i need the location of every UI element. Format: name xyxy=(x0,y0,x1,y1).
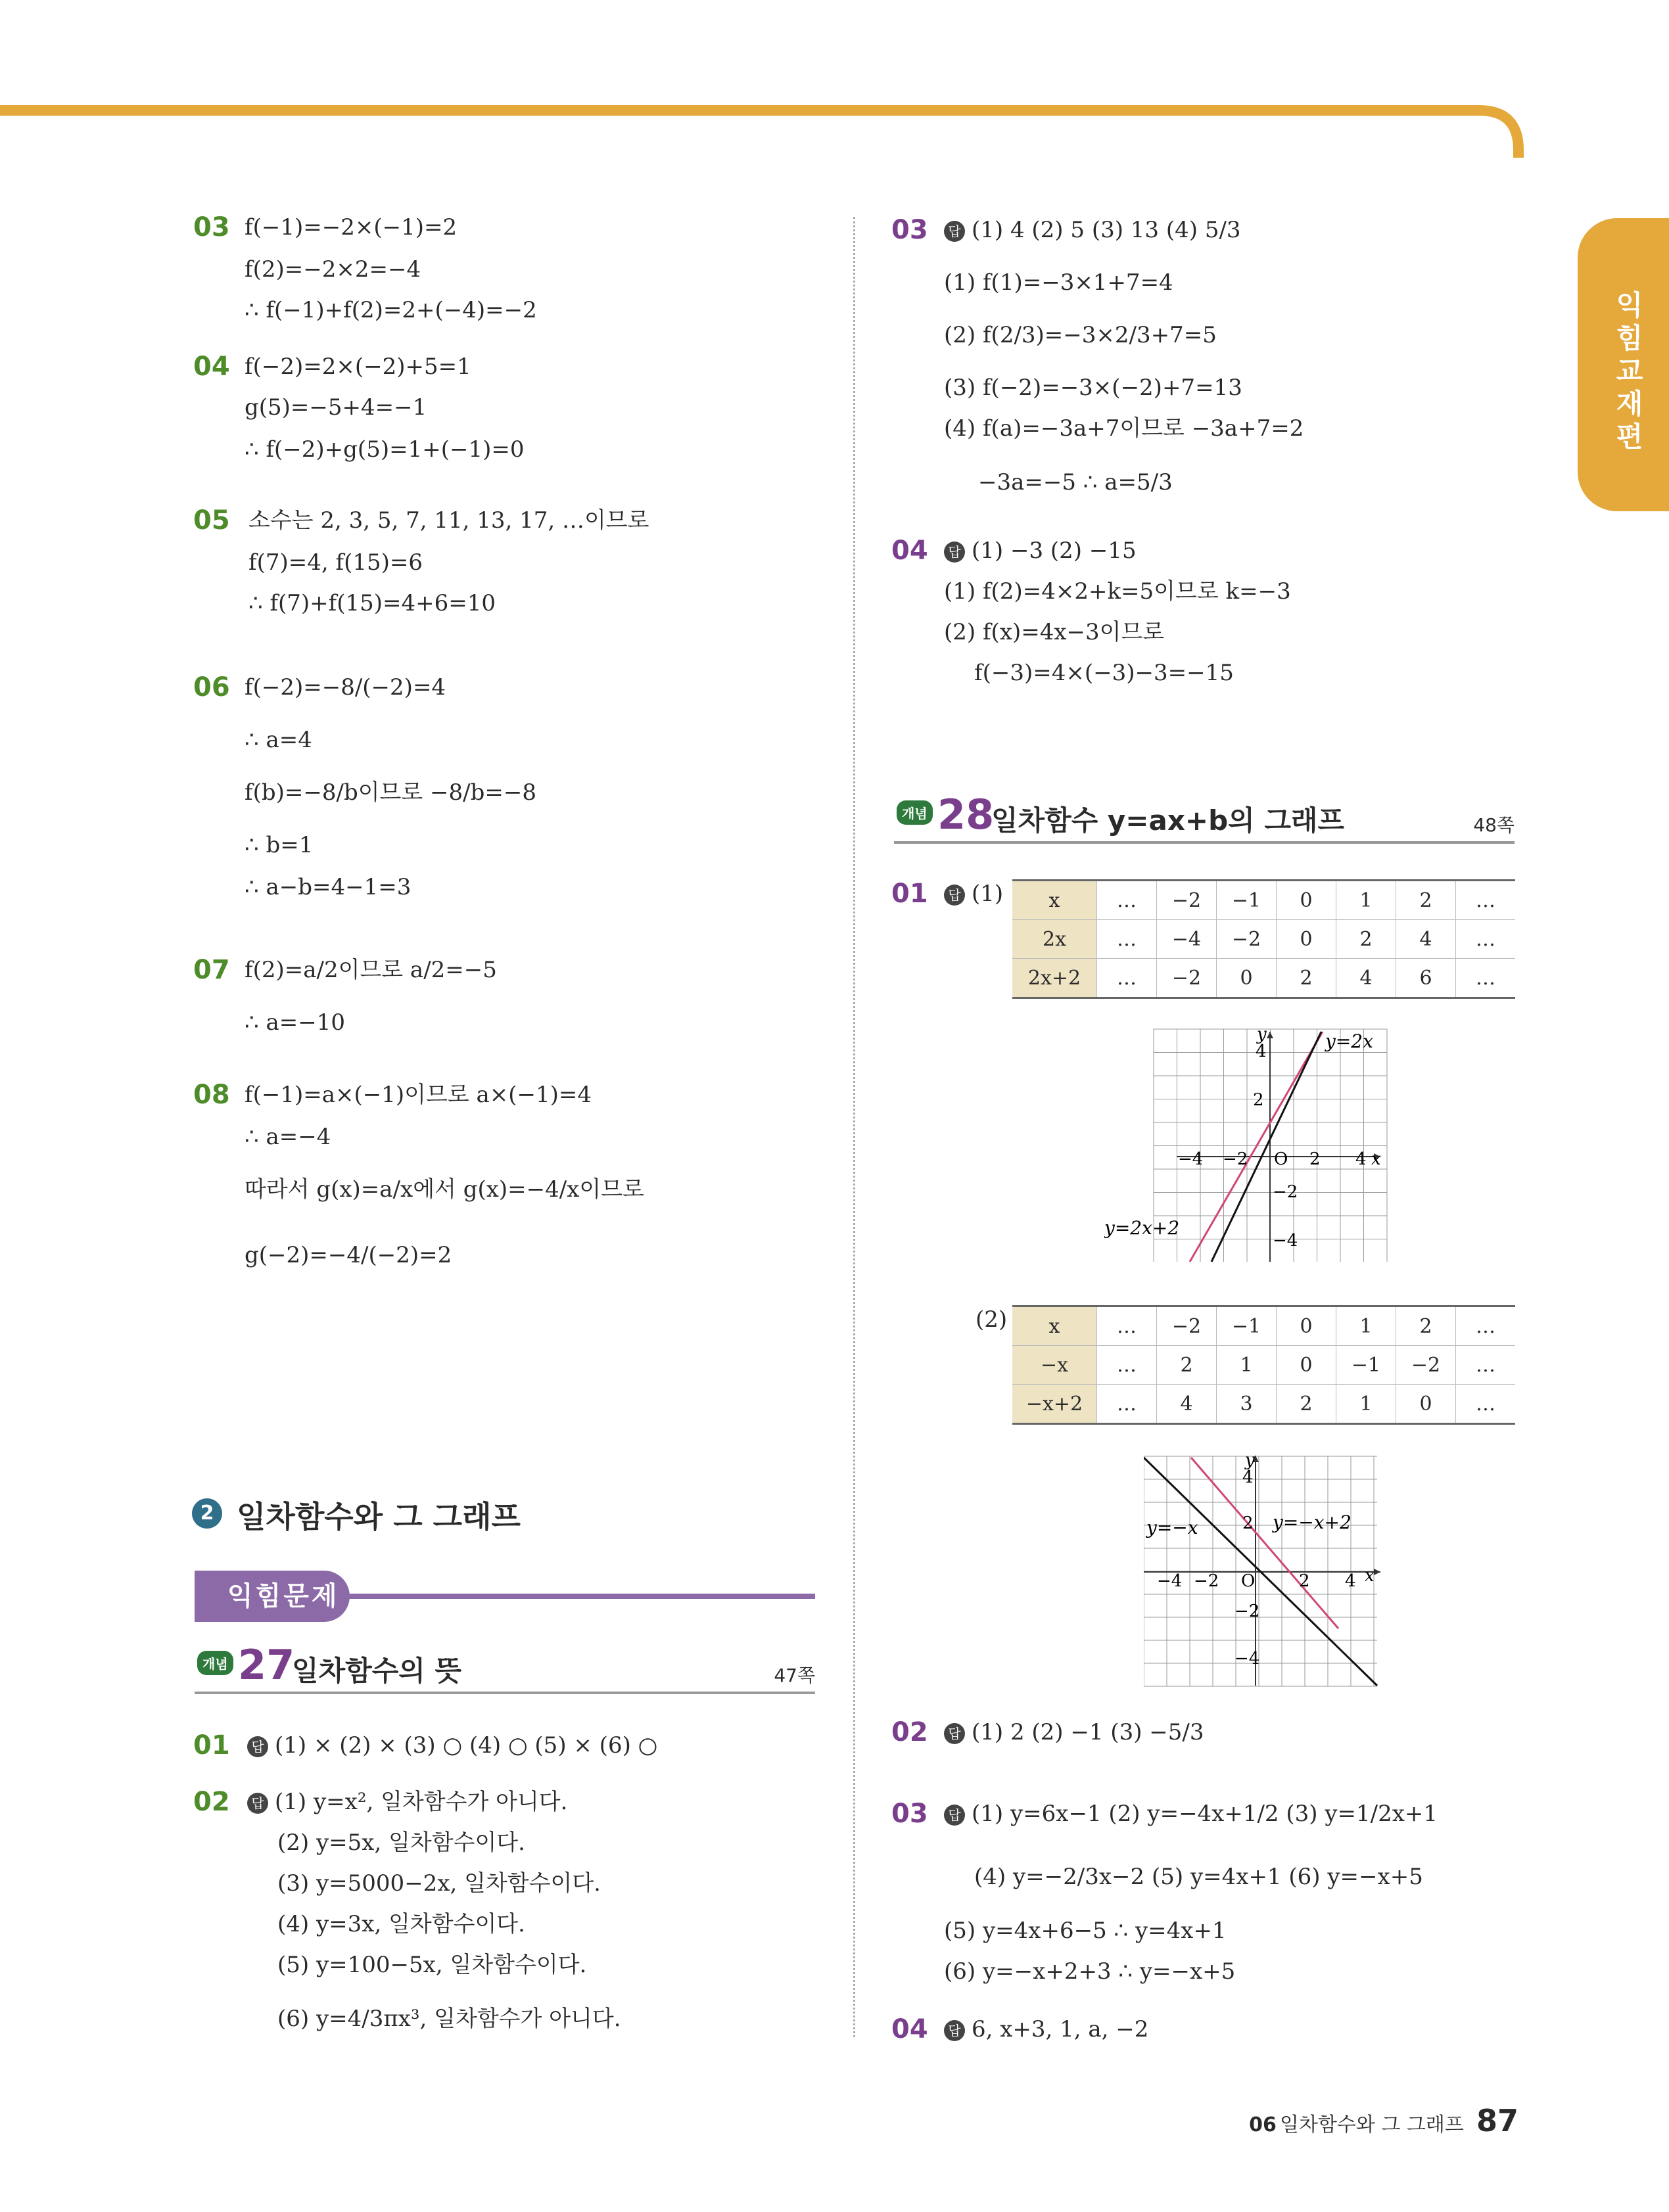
table-cell: 1 xyxy=(1217,1346,1277,1385)
text-line: (6) y=4/3πx³, 일차함수가 아니다. xyxy=(277,2006,621,2032)
table-cell: 2 xyxy=(1396,881,1456,920)
footer-chapter-title: 일차함수와 그 그래프 xyxy=(1279,2113,1464,2136)
table-cell: … xyxy=(1456,1385,1516,1424)
table-cell: … xyxy=(1097,1385,1157,1424)
table-cell: −2 xyxy=(1157,1306,1217,1346)
text-line: (3) y=5000−2x, 일차함수이다. xyxy=(277,1870,601,1897)
tick-label: 4 xyxy=(1242,1467,1254,1487)
table-cell: 0 xyxy=(1277,1346,1336,1385)
problem-number: 04 xyxy=(891,536,928,566)
problem-number: 05 xyxy=(193,505,230,536)
line-y-2x xyxy=(1211,1032,1321,1262)
table-cell: 2 xyxy=(1277,1385,1336,1424)
tick-label: −4 xyxy=(1157,1571,1183,1591)
text-line: (6) y=−x+2+3 ∴ y=−x+5 xyxy=(944,1958,1236,1985)
column-divider xyxy=(853,217,855,2037)
table-cell: 2 xyxy=(1157,1346,1217,1385)
line-label-y-2x: y=2x xyxy=(1325,1030,1373,1052)
table-cell: −2 xyxy=(1396,1346,1456,1385)
exercise-banner xyxy=(195,1571,350,1622)
text-line: (2) f(2/3)=−3×2/3+7=5 xyxy=(944,322,1217,348)
text-line: ∴ f(7)+f(15)=4+6=10 xyxy=(248,590,496,616)
exercise-banner-label: 익힘문제 xyxy=(227,1581,340,1611)
concept-tag: 개념 xyxy=(897,800,933,825)
line-label-y-2x-plus-2: y=2x+2 xyxy=(1104,1217,1180,1239)
tick-label: 2 xyxy=(1242,1513,1254,1533)
top-accent-bar xyxy=(0,99,1532,164)
answer-text: 6, x+3, 1, a, −2 xyxy=(972,2016,1149,2042)
problem-number: 02 xyxy=(193,1787,230,1817)
part-label: (1) xyxy=(972,881,1004,907)
concept-number: 28 xyxy=(937,791,995,839)
problem-number: 01 xyxy=(193,1730,230,1761)
axis-label-x: x xyxy=(1365,1566,1375,1586)
tick-label: 2 xyxy=(1309,1149,1321,1169)
text-line: f(−2)=−8/(−2)=4 xyxy=(245,674,446,701)
answer-text: (1) 2 (2) −1 (3) −5/3 xyxy=(972,1719,1204,1745)
table-cell: −2 xyxy=(1157,959,1217,998)
problem-number: 03 xyxy=(891,215,928,245)
table-cell: −x xyxy=(1012,1346,1097,1385)
y-axis-arrow xyxy=(1267,1032,1273,1038)
text-line: f(−1)=−2×(−1)=2 xyxy=(245,214,458,241)
text-line: g(−2)=−4/(−2)=2 xyxy=(245,1242,452,1268)
text-line: f(−2)=2×(−2)+5=1 xyxy=(245,354,471,380)
problem-number: 07 xyxy=(193,955,230,985)
line-y-2x-plus-2 xyxy=(1190,1032,1323,1262)
table-cell: 1 xyxy=(1336,1306,1396,1346)
axis-label-y: y xyxy=(1245,1452,1255,1470)
page-footer xyxy=(1236,2103,1518,2142)
text-line: (1) f(1)=−3×1+7=4 xyxy=(944,269,1173,296)
table-cell: 0 xyxy=(1217,959,1277,998)
graph-2 xyxy=(1144,1452,1387,1689)
tick-label: 4 xyxy=(1355,1149,1367,1169)
tick-label: −2 xyxy=(1234,1601,1260,1621)
text-line: f(−1)=a×(−1)이므로 a×(−1)=4 xyxy=(245,1082,592,1108)
text-line: (2) y=5x, 일차함수이다. xyxy=(277,1830,525,1856)
concept-header-28 xyxy=(894,793,1515,844)
footer-chapter-number: 06 xyxy=(1249,2113,1277,2136)
axis-label-y: y xyxy=(1257,1025,1267,1044)
table-cell: −2 xyxy=(1157,881,1217,920)
answer-badge: 답 xyxy=(944,885,965,906)
text-line: f(7)=4, f(15)=6 xyxy=(248,549,423,576)
section-number-badge: 2 xyxy=(192,1498,222,1529)
tick-label: 2 xyxy=(1253,1090,1264,1110)
table-cell: −x+2 xyxy=(1012,1385,1097,1424)
text-line: (1) f(2)=4×2+k=5이므로 k=−3 xyxy=(944,578,1291,605)
concept-page: 47쪽 xyxy=(774,1665,815,1686)
table-cell: 2 xyxy=(1336,920,1396,959)
text-line: f(−3)=4×(−3)−3=−15 xyxy=(974,660,1234,686)
problem-number: 03 xyxy=(891,1799,928,1829)
problem-number: 01 xyxy=(891,879,928,909)
table-cell: −1 xyxy=(1336,1346,1396,1385)
text-line: (3) f(−2)=−3×(−2)+7=13 xyxy=(944,375,1242,401)
text-line: ∴ b=1 xyxy=(245,832,314,858)
answer-badge: 답 xyxy=(247,1736,268,1757)
line-label-y-neg-x-plus-2: y=−x+2 xyxy=(1273,1511,1352,1533)
answer-badge: 답 xyxy=(944,541,965,563)
answer-text: (1) −3 (2) −15 xyxy=(972,538,1137,564)
table-cell: 2 xyxy=(1277,959,1336,998)
table-cell: … xyxy=(1097,1346,1157,1385)
table-cell: −1 xyxy=(1217,881,1277,920)
text-line: f(2)=a/2이므로 a/2=−5 xyxy=(245,957,497,983)
table-cell: x xyxy=(1012,881,1097,920)
table-cell: … xyxy=(1456,959,1516,998)
table-cell: 3 xyxy=(1217,1385,1277,1424)
tick-label: −4 xyxy=(1234,1649,1260,1669)
table-cell: 0 xyxy=(1277,1306,1336,1346)
table-cell: 6 xyxy=(1396,959,1456,998)
table-cell: … xyxy=(1097,1306,1157,1346)
text-line: 소수는 2, 3, 5, 7, 11, 13, 17, …이므로 xyxy=(248,507,649,534)
line-y-neg-x-plus-2 xyxy=(1191,1458,1338,1628)
problem-number: 04 xyxy=(891,2014,928,2044)
table-cell: −1 xyxy=(1217,1306,1277,1346)
tick-label: 4 xyxy=(1256,1042,1267,1061)
concept-title: 일차함수 y=ax+b의 그래프 xyxy=(991,804,1345,837)
table-cell: 0 xyxy=(1277,920,1336,959)
origin-label: O xyxy=(1274,1149,1288,1169)
answer-badge: 답 xyxy=(944,221,965,242)
x-axis-arrow xyxy=(1374,1569,1380,1575)
tick-label: −4 xyxy=(1273,1231,1298,1251)
text-line: ∴ a−b=4−1=3 xyxy=(245,874,411,900)
text-line: ∴ f(−1)+f(2)=2+(−4)=−2 xyxy=(245,297,537,323)
table-cell: … xyxy=(1097,920,1157,959)
banner-rule xyxy=(342,1594,815,1599)
problem-number: 03 xyxy=(193,212,230,242)
text-line: ∴ a=4 xyxy=(245,727,312,753)
table-cell: … xyxy=(1456,920,1516,959)
table-cell: 2 xyxy=(1396,1306,1456,1346)
problem-number: 06 xyxy=(193,672,230,703)
concept-title: 일차함수의 뜻 xyxy=(292,1655,462,1687)
text-line: (4) y=3x, 일차함수이다. xyxy=(277,1911,525,1937)
text-line: (4) y=−2/3x−2 (5) y=4x+1 (6) y=−x+5 xyxy=(974,1864,1423,1890)
table-cell: 4 xyxy=(1336,959,1396,998)
answer-badge: 답 xyxy=(944,1805,965,1826)
text-line: f(b)=−8/b이므로 −8/b=−8 xyxy=(245,779,536,806)
part-label: (2) xyxy=(976,1306,1008,1333)
table-cell: 2x+2 xyxy=(1012,959,1097,998)
tick-label: −2 xyxy=(1273,1182,1298,1202)
text-line: 따라서 g(x)=a/x에서 g(x)=−4/x이므로 xyxy=(245,1176,644,1203)
answer-text: (1) 4 (2) 5 (3) 13 (4) 5/3 xyxy=(972,217,1241,243)
table-cell: … xyxy=(1456,1306,1516,1346)
side-tab-label: 익힘교재편 xyxy=(1612,290,1644,455)
line-label-y-neg-x: y=−x xyxy=(1146,1517,1198,1538)
text-line: ∴ a=−4 xyxy=(245,1124,331,1150)
table-cell: … xyxy=(1097,959,1157,998)
concept-header-27 xyxy=(195,1643,815,1694)
table-cell: 4 xyxy=(1396,920,1456,959)
table-cell: 0 xyxy=(1277,881,1336,920)
section-title: 일차함수와 그 그래프 xyxy=(237,1499,521,1534)
tick-label: −2 xyxy=(1194,1571,1219,1591)
value-table-2 xyxy=(1012,1305,1515,1425)
answer-badge: 답 xyxy=(247,1793,268,1814)
text-line: (5) y=100−5x, 일차함수이다. xyxy=(277,1952,587,1978)
axis-label-x: x xyxy=(1371,1149,1381,1169)
table-cell: −4 xyxy=(1157,920,1217,959)
concept-page: 48쪽 xyxy=(1473,814,1515,836)
problem-number: 04 xyxy=(193,352,230,382)
side-tab[interactable] xyxy=(1578,218,1669,511)
text-line: ∴ a=−10 xyxy=(245,1009,345,1036)
table-cell: 1 xyxy=(1336,1385,1396,1424)
table-cell: x xyxy=(1012,1306,1097,1346)
text-line: (4) f(a)=−3a+7이므로 −3a+7=2 xyxy=(944,415,1304,442)
tick-label: 4 xyxy=(1345,1571,1356,1591)
answer-badge: 답 xyxy=(944,2020,965,2041)
origin-label: O xyxy=(1241,1571,1256,1591)
answer-text: (1) × (2) × (3) ○ (4) ○ (5) × (6) ○ xyxy=(275,1732,658,1759)
page-number: 87 xyxy=(1476,2103,1518,2138)
text-line: (2) f(x)=4x−3이므로 xyxy=(944,619,1165,645)
answer-text: (1) y=x², 일차함수가 아니다. xyxy=(275,1789,568,1815)
value-table-1 xyxy=(1012,879,1515,999)
text-line: f(2)=−2×2=−4 xyxy=(245,256,421,283)
table-cell: … xyxy=(1456,881,1516,920)
tick-label: −4 xyxy=(1178,1149,1204,1169)
table-cell: 4 xyxy=(1157,1385,1217,1424)
tick-label: −2 xyxy=(1223,1149,1248,1169)
text-line: ∴ f(−2)+g(5)=1+(−1)=0 xyxy=(245,436,525,463)
problem-number: 02 xyxy=(891,1717,928,1747)
table-cell: −2 xyxy=(1217,920,1277,959)
table-cell: 0 xyxy=(1396,1385,1456,1424)
text-line: (5) y=4x+6−5 ∴ y=4x+1 xyxy=(944,1918,1227,1944)
text-line: g(5)=−5+4=−1 xyxy=(245,394,427,421)
answer-badge: 답 xyxy=(944,1723,965,1744)
concept-tag: 개념 xyxy=(197,1651,233,1675)
graph-1 xyxy=(1104,1025,1394,1268)
table-cell: … xyxy=(1097,881,1157,920)
tick-label: 2 xyxy=(1299,1571,1310,1591)
table-cell: 2x xyxy=(1012,920,1097,959)
concept-number: 27 xyxy=(238,1641,295,1689)
answer-text: (1) y=6x−1 (2) y=−4x+1/2 (3) y=1/2x+1 xyxy=(972,1801,1438,1827)
table-cell: 1 xyxy=(1336,881,1396,920)
problem-number: 08 xyxy=(193,1080,230,1110)
table-cell: … xyxy=(1456,1346,1516,1385)
text-line: −3a=−5 ∴ a=5/3 xyxy=(978,469,1173,495)
